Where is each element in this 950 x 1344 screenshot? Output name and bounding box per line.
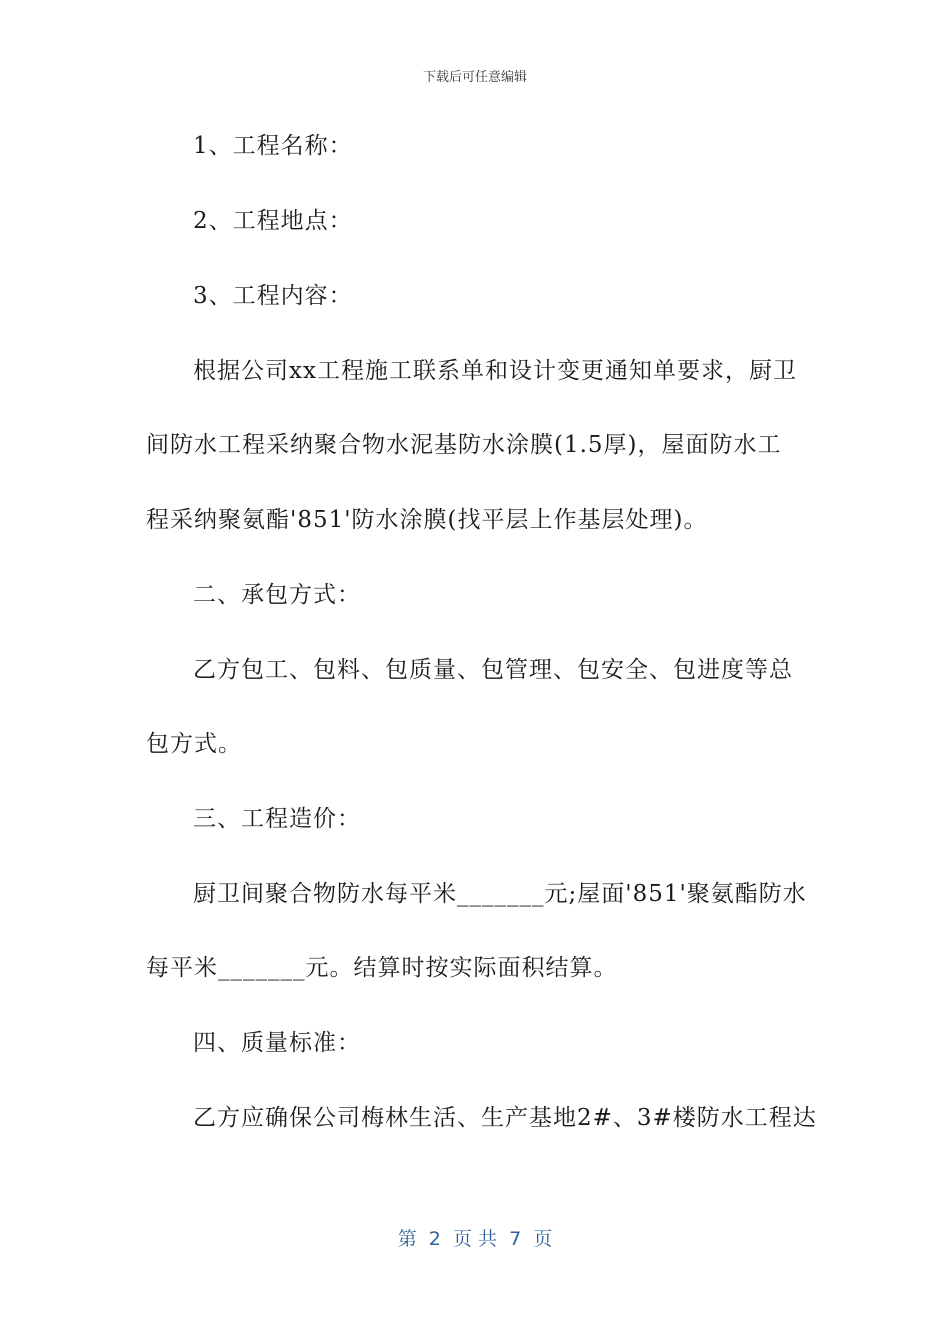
- page-number-footer: 第 2 页 共 7 页: [397, 1228, 553, 1250]
- paragraph-content-line-3: 程采纳聚氨酯'851'防水涂膜(找平层上作基层处理)。: [146, 507, 708, 533]
- paragraph-cost-line-1: 厨卫间聚合物防水每平米_______元;屋面'851'聚氨酯防水: [193, 881, 807, 907]
- paragraph-quality-line-1: 乙方应确保公司梅林生活、生产基地2#、3#楼防水工程达: [193, 1105, 817, 1131]
- paragraph-content-line-2: 间防水工程采纳聚合物水泥基防水涂膜(1.5厚)，屋面防水工: [146, 432, 782, 458]
- section-heading-quality-standard: 四、质量标准：: [193, 1030, 361, 1056]
- section-heading-contract-method: 二、承包方式：: [193, 582, 361, 608]
- paragraph-contract-line-1: 乙方包工、包料、包质量、包管理、包安全、包进度等总: [193, 657, 793, 683]
- page-header: 下载后可任意编辑: [422, 70, 527, 85]
- section-heading-project-cost: 三、工程造价：: [193, 806, 361, 832]
- paragraph-content-line-1: 根据公司xx工程施工联系单和设计变更通知单要求，厨卫: [193, 358, 797, 384]
- paragraph-contract-line-2: 包方式。: [146, 731, 242, 757]
- paragraph-cost-line-2: 每平米_______元。结算时按实际面积结算。: [146, 955, 618, 981]
- item-project-content: 3、工程内容：: [193, 283, 353, 309]
- item-project-name: 1、工程名称：: [193, 133, 353, 159]
- item-project-location: 2、工程地点：: [193, 208, 353, 234]
